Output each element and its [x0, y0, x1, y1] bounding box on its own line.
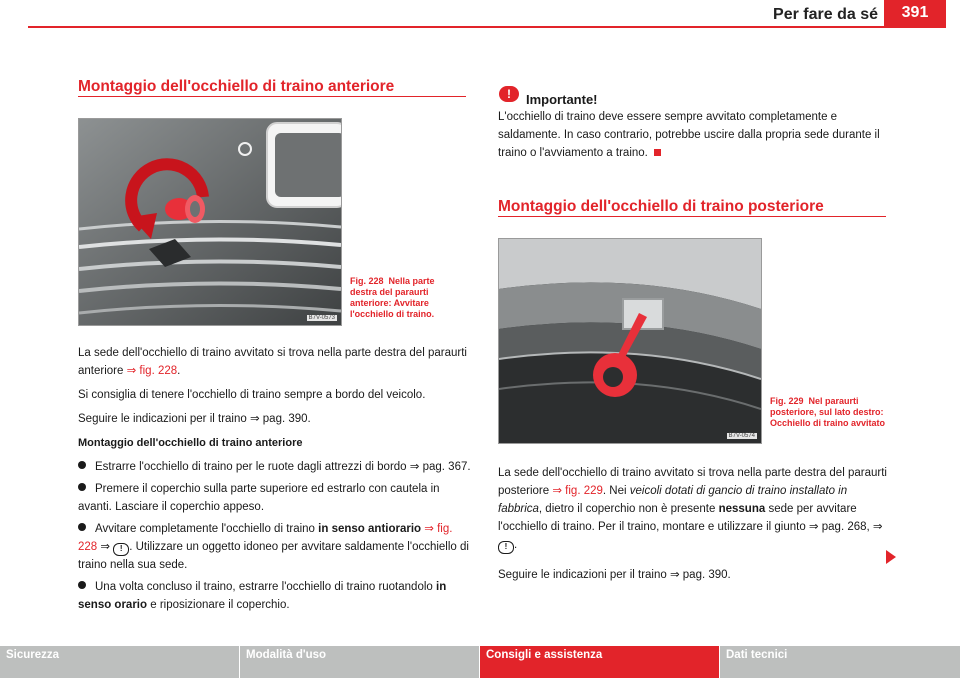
text-span: . Utilizzare un oggetto idoneo per avvitare saldamente l'occhiello di traino nella sua sede. — [78, 541, 469, 571]
text-span: ⇒ — [100, 541, 111, 553]
important-label: Importante! — [526, 92, 598, 107]
text-span: Premere il coperchio sulla parte superiore ed estrarlo con cautela in avanti. Lasciare il coperchio appeso. — [78, 483, 440, 513]
text-span: sede per avvitare l'occhiello di traino. Per il traino, montare e utilizzare il giunto ⇒ pag. 268, — [498, 503, 870, 533]
figure-front-tow-eye — [78, 118, 342, 326]
footer-tab-modalita-duso[interactable]: Modalità d'uso — [240, 646, 479, 678]
figure-code: B7V-0573 — [308, 315, 335, 321]
footer-tab-sicurezza[interactable]: Sicurezza — [0, 646, 239, 678]
figure-caption-228 — [350, 276, 462, 320]
bullet-icon — [78, 523, 86, 531]
text-span: Una volta concluso il traino, estrarre l'occhiello di traino ruotandolo — [95, 581, 433, 593]
footer-tab-dati-tecnici[interactable]: Dati tecnici — [720, 646, 960, 678]
list-item — [78, 520, 472, 574]
figure-caption-text: Nel paraurti posteriore, sul lato destro: Occhiello di traino avvitato — [770, 396, 886, 428]
end-marker-icon — [654, 149, 661, 156]
paragraph — [78, 344, 472, 380]
figure-link[interactable]: ⇒ fig. 228 — [126, 365, 178, 377]
text-span: . — [177, 365, 181, 377]
figure-rear-tow-eye — [498, 238, 762, 444]
text-span: La sede dell'occhiello di traino avvitato si trova nella parte destra del paraurti posteriore — [498, 467, 887, 497]
running-header-title: Per fare da sé — [773, 6, 878, 23]
list-item — [78, 578, 472, 614]
text-span: L'occhiello di traino deve essere sempre avvitato completamente e saldamente. In caso contrario, potrebbe uscire dalla propria sede durante il traino o l'avviamento a traino. — [498, 111, 880, 159]
warning-icon: ! — [498, 541, 514, 554]
important-note — [498, 108, 888, 162]
important-icon: ! — [499, 86, 519, 102]
text-span: . Nei — [602, 485, 627, 497]
bullet-icon — [78, 581, 86, 589]
next-page-arrow-icon[interactable] — [886, 550, 896, 564]
bold-span: in senso antiorario — [318, 523, 422, 535]
text-span: . — [514, 539, 518, 551]
list-item — [78, 480, 472, 516]
figure-link[interactable]: ⇒ fig. 228 — [78, 523, 453, 553]
section-title-rear: Montaggio dell'occhiello di traino posteriore — [498, 198, 824, 215]
italic-span: veicoli dotati di gancio di traino installato in fabbrica — [498, 485, 848, 515]
text-span: ⇒ — [872, 521, 883, 533]
bullet-icon — [78, 461, 86, 469]
footer-tab-consigli-e-assistenza[interactable]: Consigli e assistenza — [480, 646, 719, 678]
section-title-front: Montaggio dell'occhiello di traino anteriore — [78, 78, 395, 95]
header-rule — [28, 26, 946, 28]
paragraph — [498, 464, 892, 554]
figure-caption-229 — [770, 396, 886, 429]
figure-label: Fig. 228 — [350, 276, 384, 286]
left-body — [78, 344, 472, 618]
right-body — [498, 464, 892, 590]
paragraph: Seguire le indicazioni per il traino ⇒ pag. 390. — [78, 413, 311, 425]
figure-code: B7V-0574 — [728, 433, 755, 439]
subheading: Montaggio dell'occhiello di traino anteriore — [78, 437, 303, 449]
text-span: e riposizionare il coperchio. — [150, 599, 290, 611]
front-bumper-illustration — [79, 119, 341, 325]
list-item — [78, 458, 472, 476]
bullet-icon — [78, 483, 86, 491]
figure-link[interactable]: ⇒ fig. 229 — [552, 485, 603, 497]
rear-bumper-illustration — [499, 239, 761, 443]
text-span: , dietro il coperchio non è presente — [538, 503, 716, 515]
section-rule-front — [78, 96, 466, 97]
text-span: Estrarre l'occhiello di traino per le ruote dagli attrezzi di bordo ⇒ pag. 367. — [95, 461, 471, 473]
paragraph: Seguire le indicazioni per il traino ⇒ pag. 390. — [498, 569, 731, 581]
section-rule-rear — [498, 216, 886, 217]
text-span: Avvitare completamente l'occhiello di traino — [95, 523, 315, 535]
bold-span: in senso orario — [78, 581, 447, 611]
figure-label: Fig. 229 — [770, 396, 804, 406]
text-span: La sede dell'occhiello di traino avvitato si trova nella parte destra del paraurti anteriore — [78, 347, 467, 377]
warning-icon: ! — [113, 543, 129, 556]
figure-caption-text: Nella parte destra del paraurti anteriore: Avvitare l'occhiello di traino. — [350, 276, 435, 319]
page-number: 391 — [884, 0, 946, 26]
bold-span: nessuna — [718, 503, 766, 515]
paragraph: Si consiglia di tenere l'occhiello di traino sempre a bordo del veicolo. — [78, 389, 426, 401]
